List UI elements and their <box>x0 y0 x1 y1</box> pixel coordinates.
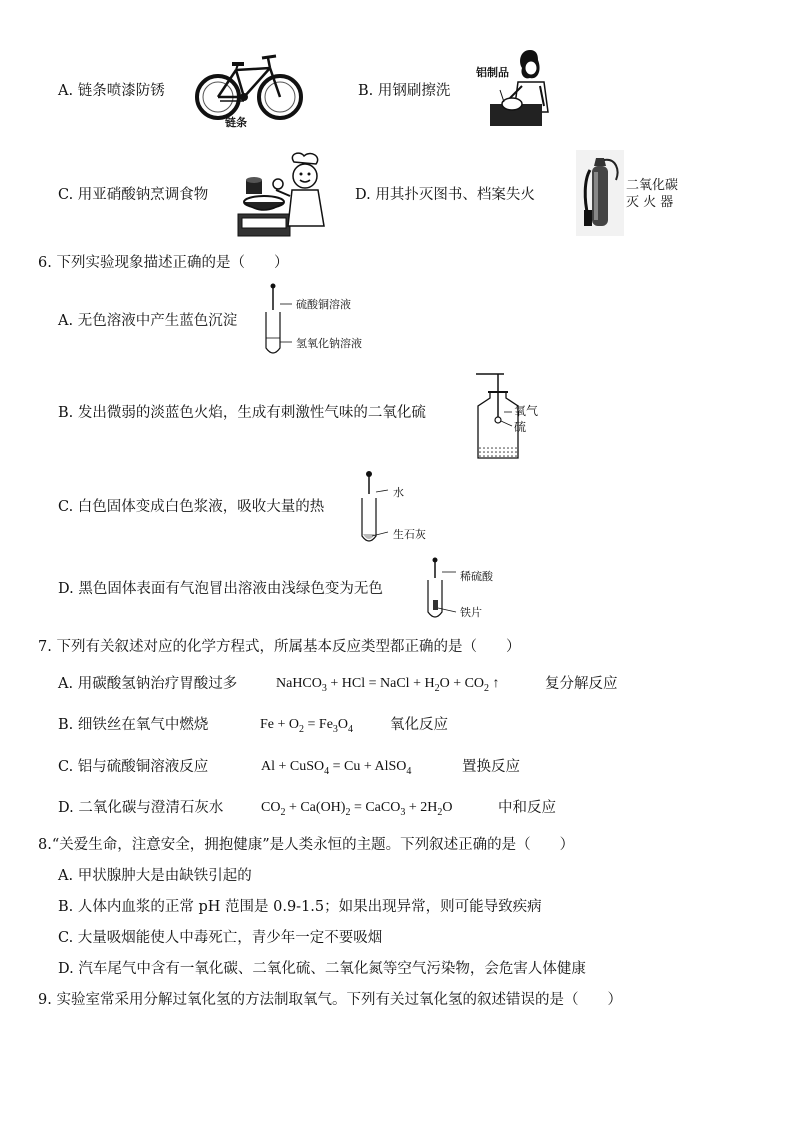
q6-stem: 6. 下列实验现象描述正确的是（ ） <box>38 255 289 271</box>
sulfur-label: 硫 <box>514 420 527 434</box>
q8-option-d: D. 汽车尾气中含有一氧化碳、二氧化硫、二氧化氮等空气污染物，会危害人体健康 <box>58 961 586 977</box>
water-label: 水 <box>393 486 404 499</box>
aluminum-label: 铝制品 <box>476 66 509 79</box>
q8-option-a: A. 甲状腺肿大是由缺铁引起的 <box>58 868 252 884</box>
q5-option-d: D. 用其扑灭图书、档案失火 <box>355 187 535 203</box>
q7-equation-b: $Fe + O_2 = Fe_3O_4$ <box>260 717 354 735</box>
extinguisher-figure <box>576 150 624 236</box>
q8-option-c: C. 大量吸烟能使人中毒死亡，青少年一定不要吸烟 <box>58 930 383 946</box>
q7-type-b: 氧化反应 <box>390 717 448 733</box>
q7-option-b: B. 细铁丝在氧气中燃烧 <box>58 717 209 733</box>
q7-stem: 7. 下列有关叙述对应的化学方程式，所属基本反应类型都正确的是（ ） <box>38 639 521 655</box>
q5-option-c: C. 用亚硝酸钠烹调食物 <box>58 187 209 203</box>
q9-stem: 9. 实验室常采用分解过氧化氢的方法制取氧气。下列有关过氧化氢的叙述错误的是（ ） <box>38 992 622 1008</box>
q7-type-a: 复分解反应 <box>545 676 618 692</box>
dilute-sulfuric-acid-label: 稀硫酸 <box>460 570 493 583</box>
q7-equation-d: $CO_2 + Ca(OH)_2$ = CaCO$_3$ + $2H_2O$ <box>261 800 453 818</box>
sodium-hydroxide-label: 氢氧化钠溶液 <box>296 337 362 350</box>
q5-option-a: A. 链条喷漆防锈 <box>58 83 165 99</box>
q6-option-d: D. 黑色固体表面有气泡冒出溶液由浅绿色变为无色 <box>58 581 383 597</box>
q7-equation-c: Al + CuSO$_4$ = Cu + AlSO$_4$ <box>261 759 412 777</box>
extinguisher-label-2: 灭 火 器 <box>626 195 674 210</box>
q7-option-c: C. 铝与硫酸铜溶液反应 <box>58 759 209 775</box>
q7-type-c: 置换反应 <box>462 759 520 775</box>
test-tube-c-figure <box>358 468 392 548</box>
q8-option-b: B. 人体内血浆的正常 pH 范围是 0.9-1.5；如果出现异常，则可能导致疾病 <box>58 899 542 915</box>
oxygen-label: 氧气 <box>514 404 539 418</box>
q5-option-b: B. 用钢刷擦洗 <box>358 83 451 99</box>
q6-option-a: A. 无色溶液中产生蓝色沉淀 <box>58 313 238 329</box>
q7-option-a: A. 用碳酸氢钠治疗胃酸过多 <box>58 676 238 692</box>
q6-option-c: C. 白色固体变成白色浆液，吸收大量的热 <box>58 499 325 515</box>
test-tube-a-figure <box>262 282 292 358</box>
q8-stem: 8.“关爱生命，注意安全，拥抱健康”是人类永恒的主题。下列叙述正确的是（ ） <box>38 837 575 853</box>
extinguisher-label-1: 二氧化碳 <box>626 178 679 193</box>
q6-option-b: B. 发出微弱的淡蓝色火焰，生成有刺激性气味的二氧化硫 <box>58 405 426 421</box>
iron-sheet-label: 铁片 <box>460 606 482 619</box>
q7-type-d: 中和反应 <box>498 800 556 816</box>
bicycle-chain-label: 链条 <box>225 116 247 129</box>
quicklime-label: 生石灰 <box>393 528 426 541</box>
test-tube-d-figure <box>424 556 458 622</box>
q7-option-d: D. 二氧化碳与澄清石灰水 <box>58 800 224 816</box>
bicycle-figure <box>192 52 312 132</box>
chef-figure <box>232 150 332 240</box>
washing-figure <box>486 46 554 128</box>
q7-equation-a: NaHCO$_3$ + HCl = NaCl + $H_2O + CO_2$ ↑ <box>276 676 500 694</box>
copper-sulfate-label: 硫酸铜溶液 <box>296 298 351 311</box>
